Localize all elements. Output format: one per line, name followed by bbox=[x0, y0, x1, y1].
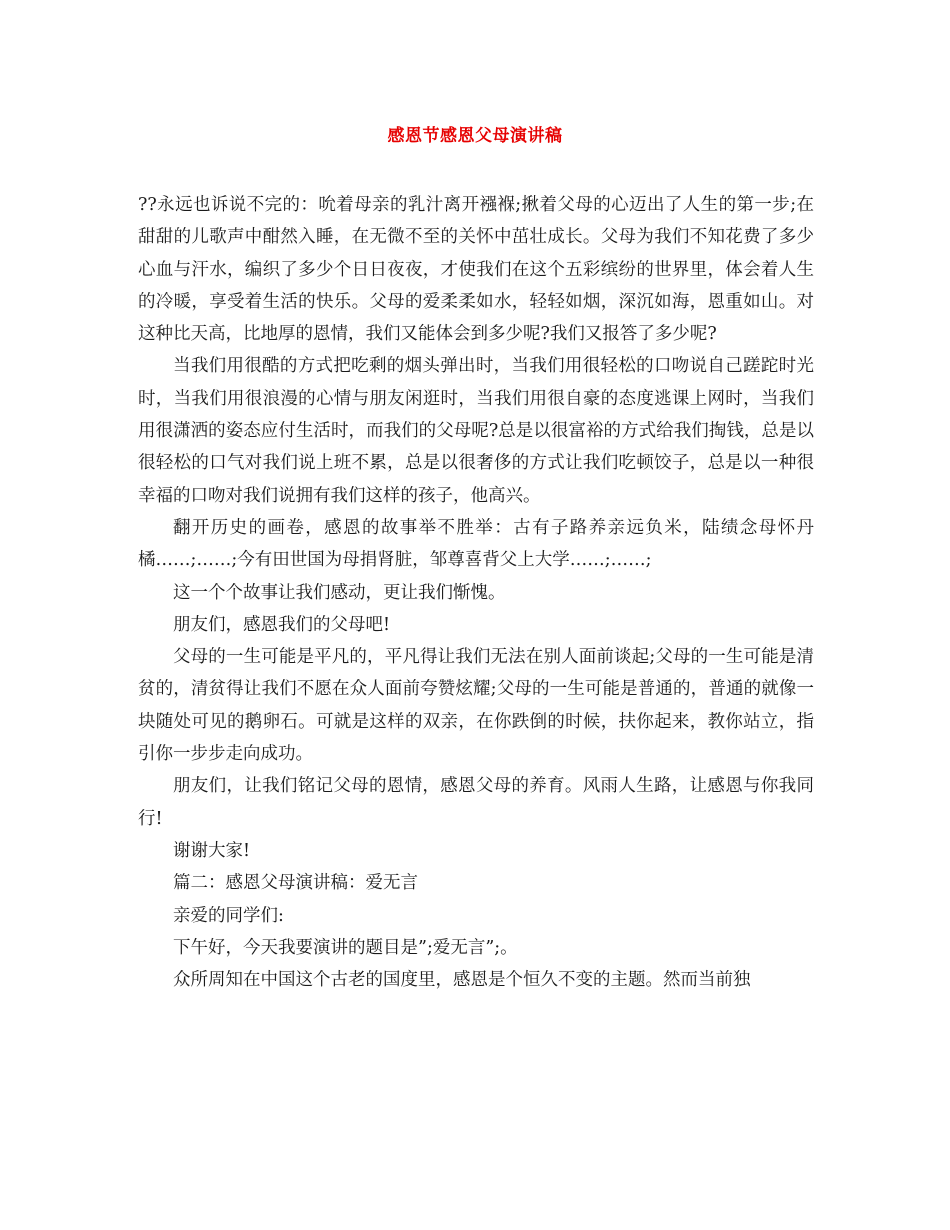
paragraph-1: ??永远也诉说不完的：吮着母亲的乳汁离开襁褓;揪着父母的心迈出了人生的第一步;在甜甜的儿歌声中酣然入睡，在无微不至的关怀中茁壮成长。父母为我们不知花费了多少心血与汗水，编织了多少个日日夜夜，才使我们在这个五彩缤纷的世界里，体会着人生的冷暖，享受着生活的快乐。父母的爱柔柔如水，轻轻如烟，深沉如海，恩重如山。对这种比天高，比地厚的恩情，我们又能体会到多少呢?我们又报答了多少呢? bbox=[138, 195, 814, 345]
paragraph-6: 父母的一生可能是平凡的，平凡得让我们无法在别人面前谈起;父母的一生可能是清贫的，清贫得让我们不愿在众人面前夸赞炫耀;父母的一生可能是普通的，普通的就像一块随处可见的鹅卵石。可就是这样的双亲，在你跌倒的时候，扶你起来，教你站立，指引你一步步走向成功。 bbox=[138, 647, 814, 765]
document-title: 感恩节感恩父母演讲稿 bbox=[387, 126, 563, 146]
paragraph-3: 翻开历史的画卷，感恩的故事举不胜举：古有子路养亲远负米，陆绩念母怀丹橘……;……;今有田世国为母捐肾脏，邹尊喜背父上大学……;……; bbox=[138, 517, 814, 571]
section-heading: 篇二：感恩父母演讲稿：爱无言 bbox=[173, 873, 418, 894]
paragraph-12: 众所周知在中国这个古老的国度里，感恩是个恒久不变的主题。然而当前独 bbox=[173, 970, 751, 991]
paragraph-11: 下午好，今天我要演讲的题目是”;爱无言”;。 bbox=[173, 937, 518, 958]
paragraph-8: 谢谢大家! bbox=[173, 840, 251, 861]
paragraph-7: 朋友们，让我们铭记父母的恩情，感恩父母的养育。风雨人生路，让感恩与你我同行! bbox=[138, 776, 814, 829]
paragraph-2: 当我们用很酷的方式把吃剩的烟头弹出时，当我们用很轻松的口吻说自己蹉跎时光时，当我们用很浪漫的心情与朋友闲逛时，当我们用很自豪的态度逃课上网时，当我们用很潇洒的姿态应付生活时，而我们的父母呢?总是以很富裕的方式给我们掏钱，总是以很轻松的口气对我们说上班不累，总是以很奢侈的方式让我们吃顿饺子，总是以一种很幸福的口吻对我们说拥有我们这样的孩子，他高兴。 bbox=[138, 356, 814, 506]
paragraph-4: 这一个个故事让我们感动，更让我们惭愧。 bbox=[173, 582, 506, 603]
salutation: 亲爱的同学们: bbox=[173, 905, 284, 926]
document-body bbox=[138, 189, 814, 996]
paragraph-5: 朋友们，感恩我们的父母吧! bbox=[173, 614, 391, 635]
